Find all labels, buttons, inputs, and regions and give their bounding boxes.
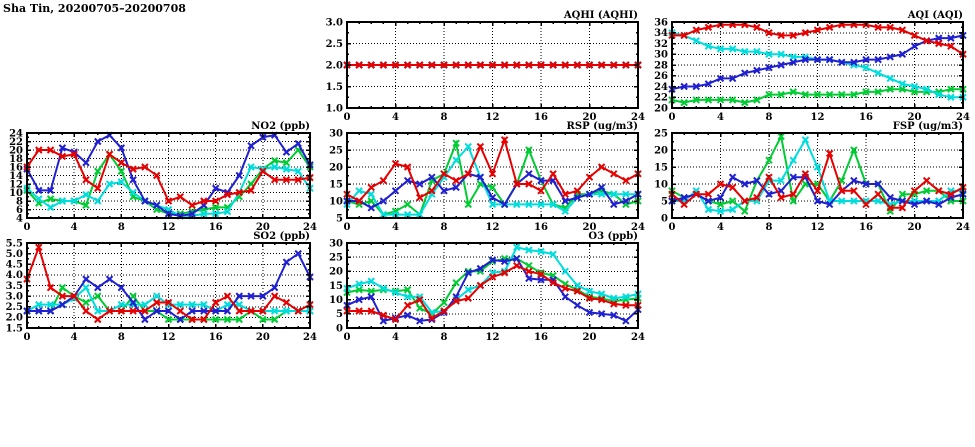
aqi-ytick-label: 32 [654, 38, 668, 50]
aqi-xtick-label: 0 [668, 112, 676, 123]
o3-ytick-label: 5 [336, 309, 343, 321]
so2-ytick-label: 4.0 [5, 270, 23, 282]
no2-xtick-label: 20 [255, 222, 270, 233]
o3-xtick-label: 12 [485, 332, 500, 343]
no2-ytick-label: 22 [9, 136, 23, 148]
rsp-xtick-label: 8 [440, 222, 448, 233]
aqi-ytick-label: 24 [654, 81, 668, 93]
aqhi-plot [320, 9, 651, 124]
rsp-title: RSP (ug/m3) [566, 121, 638, 132]
o3-ytick-label: 20 [329, 266, 343, 278]
no2-xtick-label: 8 [117, 222, 125, 233]
aqhi-xtick-label: 4 [392, 112, 399, 123]
so2-xtick-label: 12 [161, 332, 176, 343]
no2-ytick-label: 24 [9, 128, 23, 140]
rsp-ytick-label: 5 [336, 213, 343, 225]
o3-xtick-label: 24 [631, 332, 645, 343]
so2-xtick-label: 24 [303, 332, 317, 343]
page-title: Sha Tin, 20200705–20200708 [3, 2, 186, 15]
fsp-ytick-label: 20 [654, 145, 668, 157]
aqhi-ytick-label: 1.5 [325, 81, 343, 93]
aqhi-xtick-label: 0 [343, 112, 351, 123]
aqi-ytick-label: 22 [654, 92, 668, 104]
no2-title: NO2 (ppb) [251, 121, 310, 132]
so2-xtick-label: 20 [255, 332, 270, 343]
aqi-xtick-label: 16 [859, 112, 873, 123]
chart-fsp [645, 120, 975, 238]
aqi-xtick-label: 24 [956, 112, 970, 123]
no2-ytick-label: 6 [16, 204, 23, 216]
aqhi-xtick-label: 16 [534, 112, 548, 123]
aqi-ytick-label: 36 [654, 17, 668, 29]
so2-xtick-label: 0 [23, 332, 31, 343]
no2-ytick-label: 12 [9, 179, 23, 191]
aqhi-ytick-label: 3.0 [325, 17, 343, 29]
aqhi-xtick-label: 12 [485, 112, 500, 123]
aqhi-xtick-label: 20 [582, 112, 597, 123]
o3-ytick-label: 10 [329, 294, 343, 306]
aqhi-ytick-label: 2.0 [325, 60, 343, 72]
so2-xtick-label: 16 [208, 332, 223, 343]
no2-xtick-label: 0 [23, 222, 31, 233]
fsp-xtick-label: 12 [810, 222, 825, 233]
no2-ytick-label: 14 [9, 170, 23, 182]
fsp-xtick-label: 16 [859, 222, 873, 233]
aqi-xtick-label: 12 [810, 112, 825, 123]
o3-plot [320, 230, 651, 344]
rsp-xtick-label: 16 [534, 222, 548, 233]
so2-xtick-label: 4 [70, 332, 78, 343]
so2-ytick-label: 1.5 [5, 323, 23, 335]
so2-ytick-label: 4.5 [5, 259, 23, 271]
no2-ytick-label: 8 [16, 196, 23, 208]
o3-xtick-label: 4 [392, 332, 399, 343]
so2-ytick-label: 3.0 [5, 291, 23, 303]
fsp-xtick-label: 4 [717, 222, 724, 233]
fsp-xtick-label: 20 [907, 222, 922, 233]
rsp-ytick-label: 30 [329, 128, 343, 140]
chart-rsp [320, 120, 651, 238]
o3-ytick-label: 30 [329, 238, 343, 250]
no2-plot [0, 120, 323, 234]
fsp-ytick-label: 25 [654, 128, 668, 140]
fsp-title: FSP (ug/m3) [892, 121, 963, 132]
so2-ytick-label: 5.0 [5, 248, 23, 260]
aqi-plot [645, 9, 975, 124]
rsp-plot [320, 120, 651, 234]
no2-xtick-label: 16 [208, 222, 223, 233]
rsp-xtick-label: 4 [392, 222, 399, 233]
chart-o3 [320, 230, 651, 348]
aqhi-xtick-label: 24 [631, 112, 645, 123]
chart-so2 [0, 230, 323, 348]
aqhi-title: AQHI (AQHI) [563, 10, 638, 21]
so2-title: SO2 (ppb) [253, 231, 310, 242]
rsp-ytick-label: 15 [329, 179, 343, 191]
fsp-ytick-label: 0 [661, 213, 668, 225]
fsp-ytick-label: 10 [654, 179, 668, 191]
rsp-xtick-label: 24 [631, 222, 645, 233]
so2-xtick-label: 8 [117, 332, 125, 343]
aqi-xtick-label: 8 [765, 112, 773, 123]
so2-ytick-label: 2.0 [5, 312, 23, 324]
rsp-xtick-label: 20 [582, 222, 597, 233]
rsp-ytick-label: 10 [329, 196, 343, 208]
so2-ytick-label: 5.5 [5, 238, 23, 250]
so2-ytick-label: 3.5 [5, 280, 23, 292]
aqi-xtick-label: 4 [717, 112, 724, 123]
fsp-plot [645, 120, 975, 234]
fsp-ytick-label: 15 [654, 162, 668, 174]
no2-ytick-label: 18 [9, 153, 23, 165]
no2-ytick-label: 4 [16, 213, 23, 225]
rsp-ytick-label: 25 [329, 145, 343, 157]
no2-xtick-label: 12 [161, 222, 176, 233]
aqi-ytick-label: 30 [654, 49, 668, 61]
aqhi-ytick-label: 2.5 [325, 38, 343, 50]
aqi-ytick-label: 28 [654, 60, 668, 72]
chart-no2 [0, 120, 323, 238]
chart-aqi [645, 9, 975, 128]
o3-xtick-label: 16 [534, 332, 548, 343]
aqi-ytick-label: 20 [654, 103, 668, 115]
aqi-ytick-label: 34 [654, 28, 668, 40]
fsp-xtick-label: 8 [765, 222, 773, 233]
fsp-xtick-label: 24 [956, 222, 970, 233]
o3-ytick-label: 15 [329, 280, 343, 292]
o3-xtick-label: 8 [440, 332, 448, 343]
aqi-title: AQI (AQI) [907, 10, 963, 21]
rsp-xtick-label: 0 [343, 222, 351, 233]
aqhi-ytick-label: 1.0 [325, 103, 343, 115]
o3-xtick-label: 0 [343, 332, 351, 343]
aqi-ytick-label: 26 [654, 71, 668, 83]
no2-ytick-label: 16 [9, 162, 23, 174]
rsp-xtick-label: 12 [485, 222, 500, 233]
no2-ytick-label: 10 [9, 187, 23, 199]
aqi-xtick-label: 20 [907, 112, 922, 123]
so2-ytick-label: 2.5 [5, 302, 23, 314]
o3-title: O3 (ppb) [588, 231, 638, 242]
no2-xtick-label: 4 [70, 222, 78, 233]
o3-ytick-label: 0 [336, 323, 343, 335]
so2-plot [0, 230, 323, 344]
no2-xtick-label: 24 [303, 222, 317, 233]
o3-xtick-label: 20 [582, 332, 597, 343]
fsp-ytick-label: 5 [661, 196, 668, 208]
no2-ytick-label: 20 [9, 145, 23, 157]
o3-ytick-label: 25 [329, 252, 343, 264]
chart-aqhi [320, 9, 651, 128]
rsp-ytick-label: 20 [329, 162, 343, 174]
fsp-xtick-label: 0 [668, 222, 676, 233]
aqhi-xtick-label: 8 [440, 112, 448, 123]
